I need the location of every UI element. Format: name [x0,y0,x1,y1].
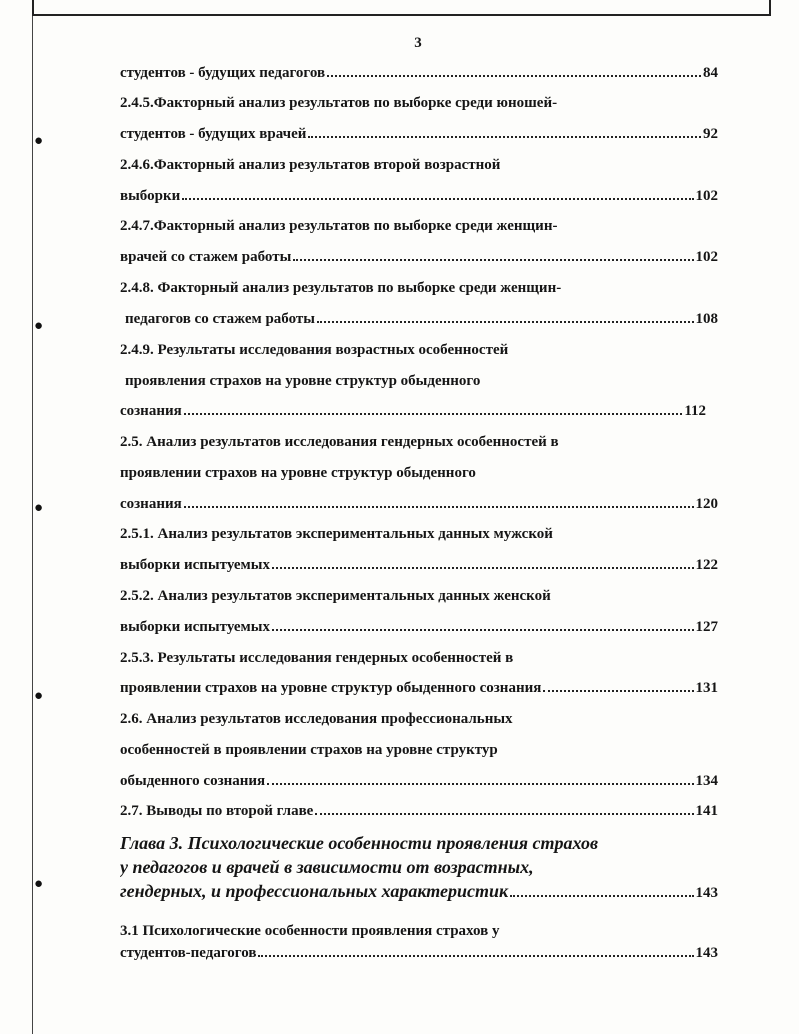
binder-hole-icon: ● [34,500,44,516]
toc-entry-title: 2.4.9. Результаты исследования возрастных особенностей [120,342,509,358]
toc-entry: проявлении страхов на уровне структур обыденного сознания 131 [120,680,718,696]
chapter-heading: Глава 3. Психологические особенности проявления страхов [120,833,599,853]
chapter-heading: у педагогов и врачей в зависимости от возрастных, [120,857,534,877]
toc-entry: обыденного сознания 134 [120,773,718,789]
toc-entry-title: 2.5.1. Анализ результатов экспериментальных данных мужской [120,526,553,542]
binder-hole-icon: ● [34,318,44,334]
top-scan-frame [32,0,771,16]
page-left-edge [32,0,33,1034]
toc-entry-title: 2.5.2. Анализ результатов экспериментальных данных женской [120,588,551,604]
binder-hole-icon: ● [34,876,44,892]
toc-entry: студентов - будущих врачей 92 [120,126,718,142]
toc-entry-title: проявления страхов на уровне структур обыденного [125,373,481,389]
toc-entry: врачей со стажем работы 102 [120,249,718,265]
toc-entry-title: 2.4.6.Факторный анализ результатов второй возрастной [120,157,501,173]
toc-entry: 2.7. Выводы по второй главе 141 [120,803,718,819]
toc-entry: выборки 102 [120,188,718,204]
toc-entry-title: особенностей в проявлении страхов на уровне структур [120,742,498,758]
toc-entry: студентов-педагогов 143 [120,945,718,961]
binder-hole-icon: ● [34,688,44,704]
toc-entry-title: 3.1 Психологические особенности проявления страхов у [120,923,500,939]
toc-entry: выборки испытуемых 127 [120,619,718,635]
binder-hole-icon: ● [34,133,44,149]
toc-entry-title: 2.5. Анализ результатов исследования гендерных особенностей в [120,434,559,450]
toc-entry-title: 2.4.8. Факторный анализ результатов по выборке среди женщин- [120,280,562,296]
toc-entry: выборки испытуемых 122 [120,557,718,573]
toc-entry-title: 2.4.7.Факторный анализ результатов по выборке среди женщин- [120,218,558,234]
toc-entry-title: 2.6. Анализ результатов исследования профессиональных [120,711,513,727]
toc-entry-title: 2.4.5.Факторный анализ результатов по выборке среди юношей- [120,95,558,111]
toc-entry: сознания 120 [120,496,718,512]
toc-entry: гендерных, и профессиональных характеристик 143 [120,881,718,901]
toc-entry: студентов - будущих педагогов 84 [120,65,718,81]
toc-entry: сознания 112 [120,403,706,419]
toc-entry-title: 2.5.3. Результаты исследования гендерных особенностей в [120,650,514,666]
page-number: 3 [414,35,422,51]
toc-entry-title: проявлении страхов на уровне структур обыденного [120,465,476,481]
toc-entry: педагогов со стажем работы 108 [125,311,718,327]
